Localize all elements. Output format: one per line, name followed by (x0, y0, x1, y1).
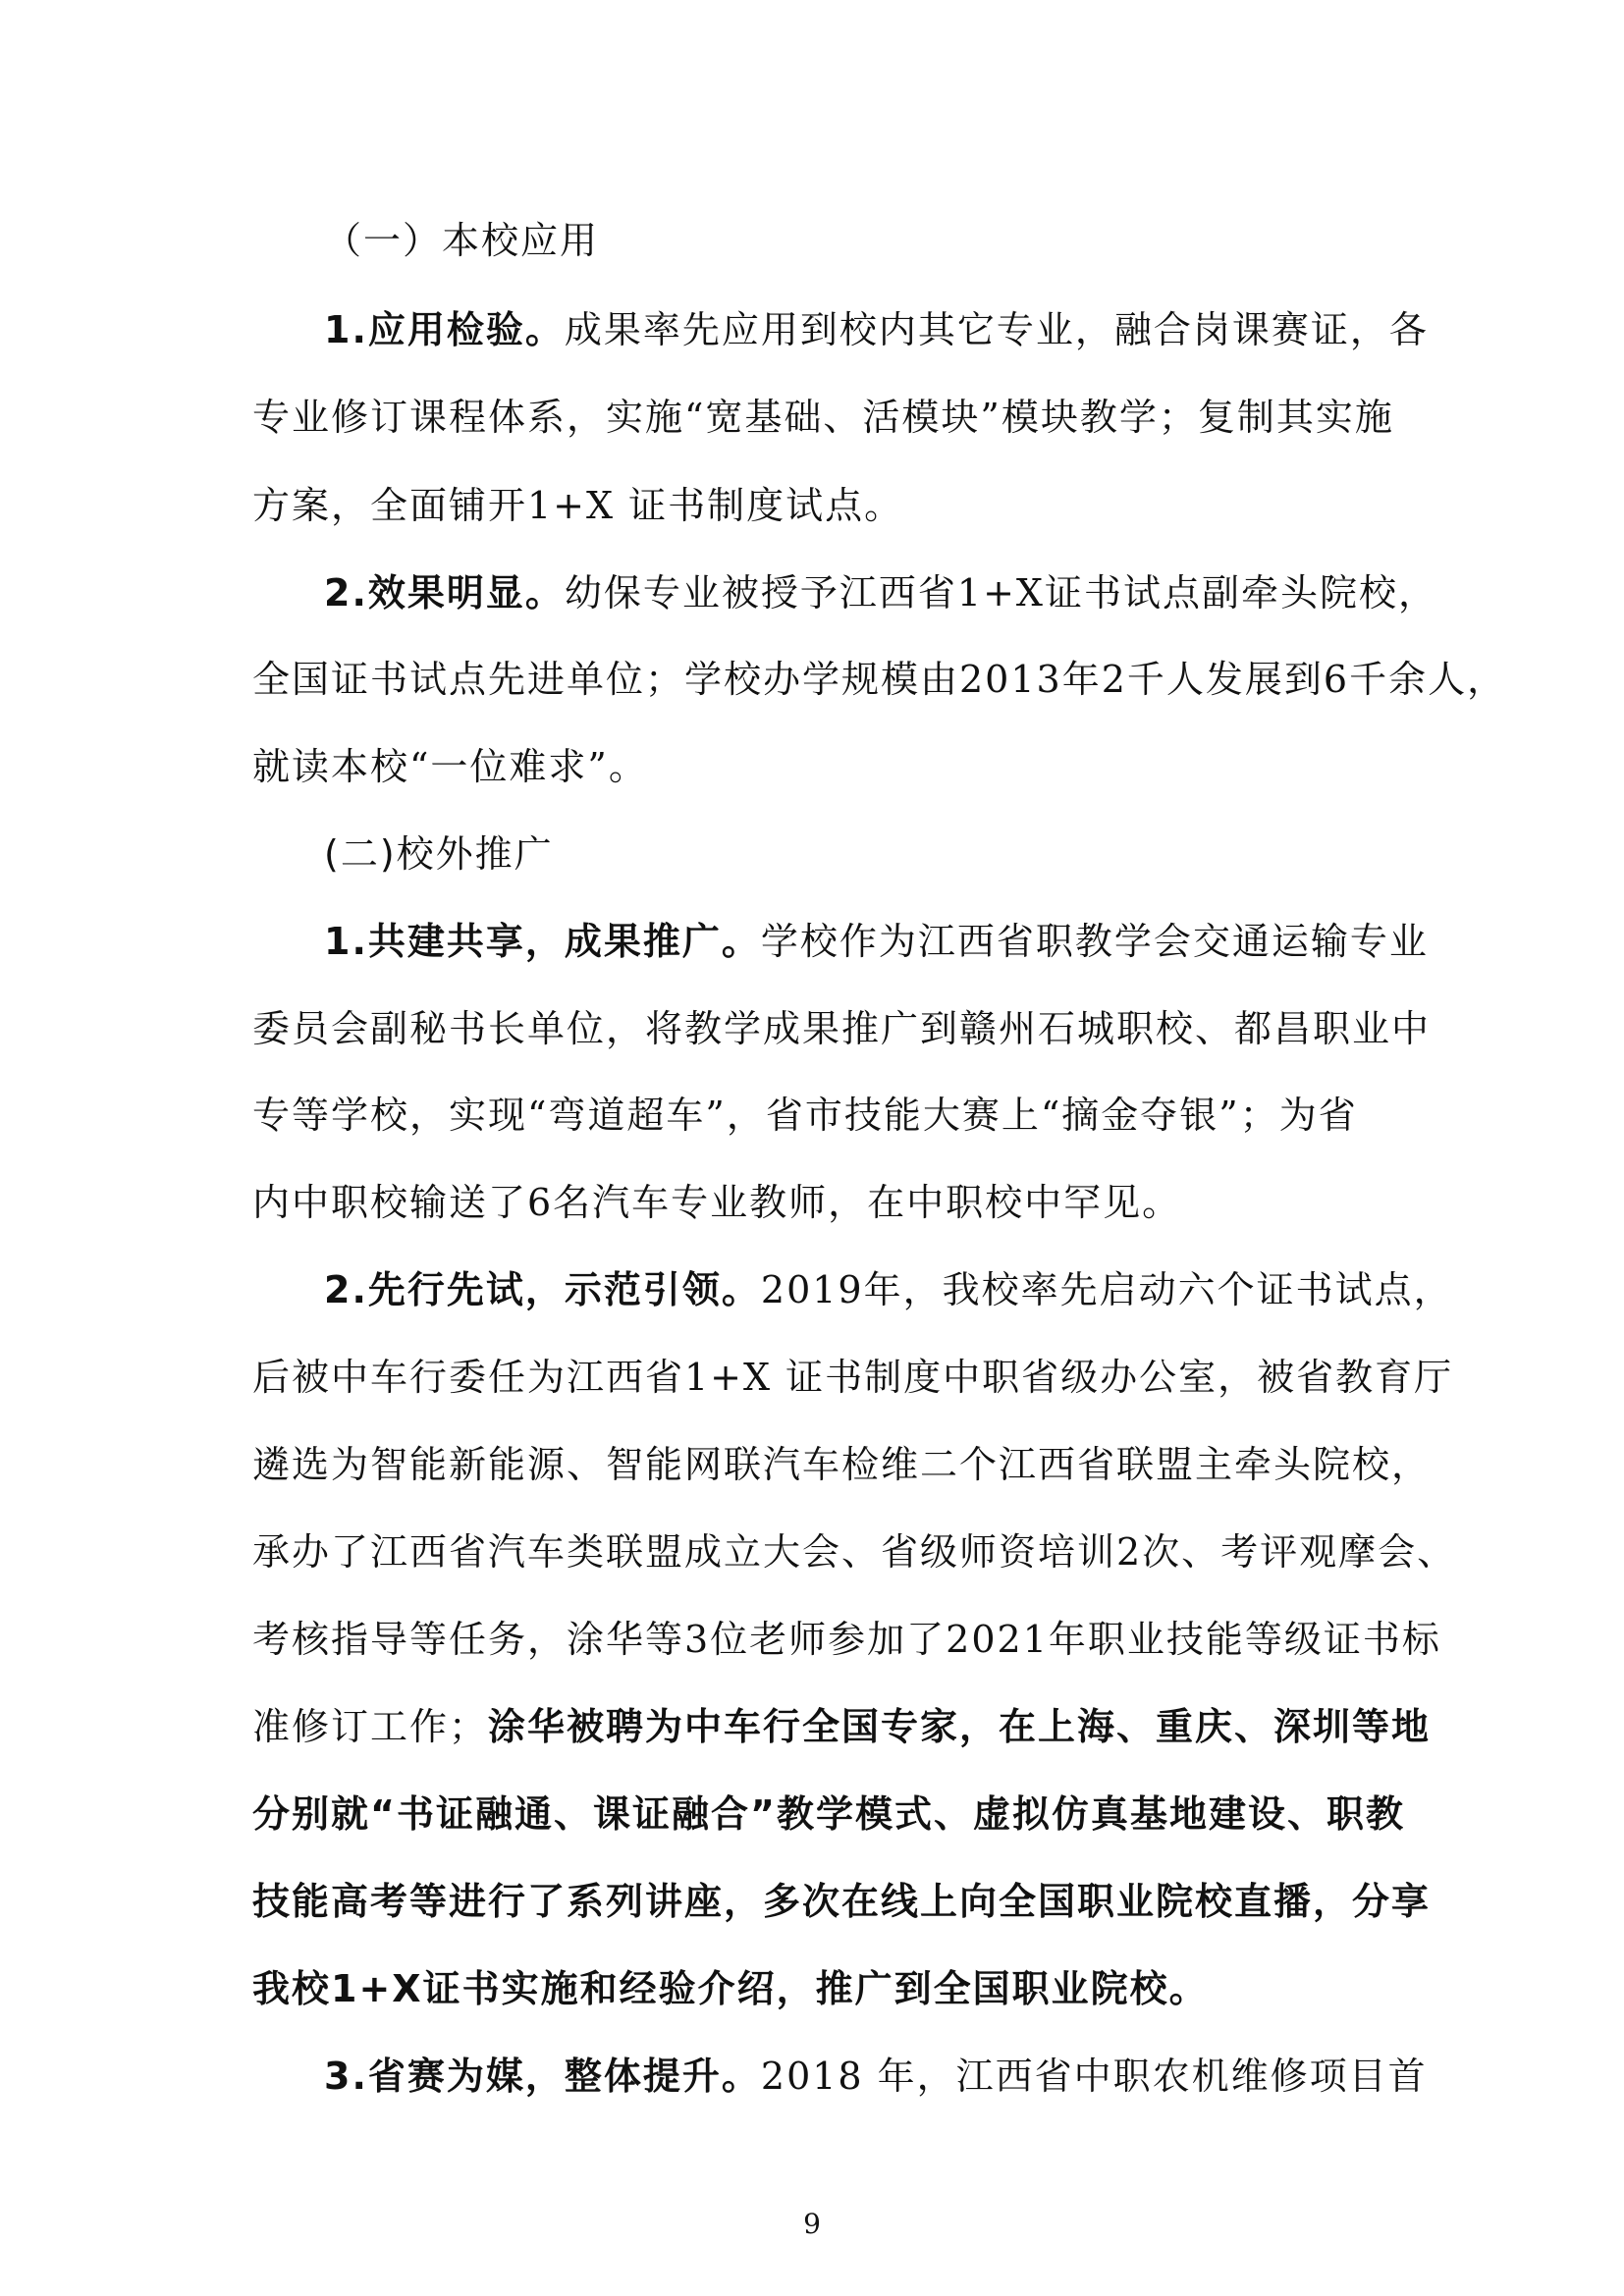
paragraph-line: 专业修订课程体系，实施“宽基础、活模块”模块教学；复制其实施 (252, 396, 1394, 439)
section-heading-external-promotion: (二)校外推广 (324, 832, 554, 876)
item-text-bold: 涂华被聘为中车行全国专家，在上海、重庆、深圳等地 (488, 1705, 1432, 1748)
item-text: 2018 年，江西省中职农机维修项目首 (760, 2055, 1428, 2098)
paragraph-line (324, 306, 1429, 353)
paragraph-line: 考核指导等任务，涂华等3位老师参加了2021年职业技能等级证书标 (252, 1618, 1441, 1661)
paragraph-line: 就读本校“一位难求”。 (252, 745, 648, 788)
item-title: 1.共建共享，成果推广。 (324, 920, 761, 963)
paragraph-line-bold: 技能高考等进行了系列讲座，多次在线上向全国职业院校直播，分享 (252, 1880, 1432, 1923)
paragraph-line: 遴选为智能新能源、智能网联汽车检维二个江西省联盟主牵头院校， (252, 1443, 1432, 1486)
paragraph-line (324, 1266, 1453, 1313)
paragraph-line: 内中职校输送了6名汽车专业教师，在中职校中罕见。 (252, 1181, 1182, 1224)
paragraph-line: 全国证书试点先进单位；学校办学规模由2013年2千人发展到6千余人， (252, 658, 1507, 701)
page-number: 9 (803, 2208, 821, 2240)
item-title: 2.效果明显。 (324, 571, 565, 614)
paragraph-line (324, 569, 1437, 616)
paragraph-line (252, 1703, 1432, 1750)
item-text: 幼保专业被授予江西省1+X证书试点副牵头院校， (564, 571, 1437, 614)
paragraph-line: 承办了江西省汽车类联盟成立大会、省级师资培训2次、考评观摩会、 (252, 1530, 1457, 1574)
paragraph-line (324, 918, 1429, 965)
item-title: 2.先行先试，示范引领。 (324, 1268, 761, 1311)
item-text: 2019年，我校率先启动六个证书试点， (760, 1268, 1453, 1311)
item-title: 3.省赛为媒，整体提升。 (324, 2055, 761, 2098)
section-heading-school-application: （一）本校应用 (324, 219, 600, 262)
item-text: 准修订工作； (252, 1705, 489, 1748)
item-text: 成果率先应用到校内其它专业，融合岗课赛证，各 (564, 308, 1429, 351)
paragraph-line-bold: 我校1+X证书实施和经验介绍，推广到全国职业院校。 (252, 1967, 1209, 2010)
paragraph-line: 后被中车行委任为江西省1+X 证书制度中职省级办公室，被省教育厅 (252, 1356, 1454, 1399)
paragraph-line (324, 2053, 1428, 2100)
paragraph-line-bold: 分别就“书证融通、课证融合”教学模式、虚拟仿真基地建设、职教 (252, 1792, 1405, 1836)
paragraph-line: 专等学校，实现“弯道超车”，省市技能大赛上“摘金夺银”；为省 (252, 1094, 1358, 1137)
item-text: 学校作为江西省职教学会交通运输专业 (760, 920, 1429, 963)
paragraph-line: 委员会副秘书长单位，将教学成果推广到赣州石城职校、都昌职业中 (252, 1007, 1432, 1050)
paragraph-line: 方案，全面铺开1+X 证书制度试点。 (252, 484, 904, 527)
item-title: 1.应用检验。 (324, 308, 565, 351)
